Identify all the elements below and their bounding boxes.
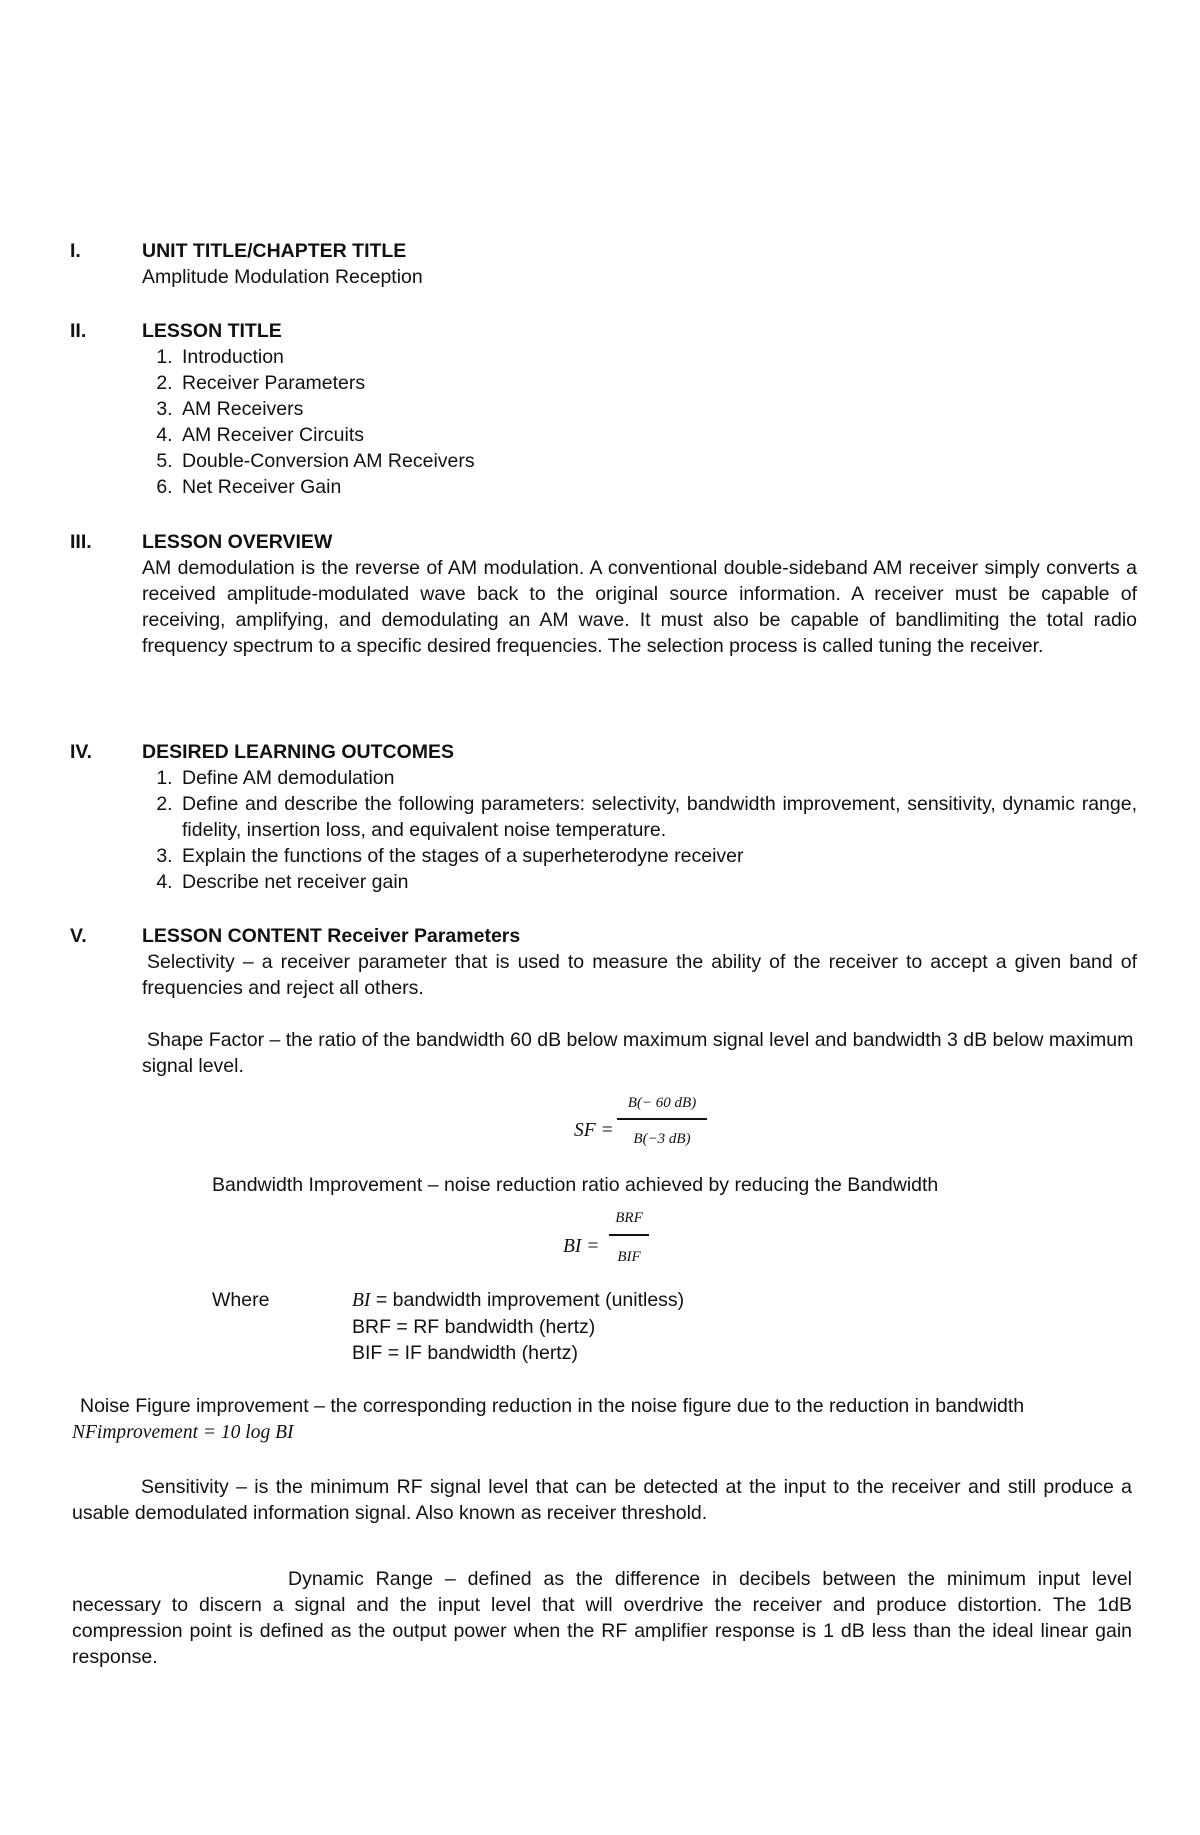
unit-title-text: Amplitude Modulation Reception [142,266,423,288]
bi-formula-lhs: BI = [563,1236,600,1257]
sf-fraction [617,1090,707,1152]
where-item: BRF = RF bandwidth (hertz) [352,1316,596,1338]
noise-figure-paragraph: Noise Figure improvement – the corresponding reduction in the noise figure due to the reduction in bandwidth [80,1395,1025,1417]
section-number: IV. [70,741,93,763]
sf-numerator: B(− 60 dB) [627,1095,697,1111]
fraction-bar [617,1118,707,1120]
section-subheading: Receiver Parameters [327,925,521,947]
section-heading: LESSON TITLE [142,320,282,342]
list-item: 4. Describe net receiver gain [178,869,1137,895]
list-item: 4. AM Receiver Circuits [178,422,1137,448]
sf-formula-lhs: SF = [574,1120,614,1141]
bi-fraction [609,1205,649,1270]
selectivity-paragraph: Selectivity – a receiver parameter that is used to measure the ability of the receiver to accept a given band of frequencies and reject all others. [142,951,1137,999]
section-number: V. [70,925,87,947]
outcomes-list [142,765,1137,895]
nf-formula: NFimprovement = 10 log BI [72,1422,294,1443]
section-number: III. [70,531,92,553]
where-definitions [352,1287,684,1366]
dynamic-range-paragraph: Dynamic Range – defined as the difference in decibels between the minimum input level necessary to discern a signal and the input level that will overdrive the receiver and produce distortion. The 1dB compression point is defined as the output power when the RF amplifier response is 1 dB less than the ideal linear gain response. [72,1568,1132,1668]
bi-denominator: BIF [617,1249,641,1265]
list-item: 2. Receiver Parameters [178,370,1137,396]
section-heading: UNIT TITLE/CHAPTER TITLE [142,240,407,262]
where-item: BI = bandwidth improvement (unitless) [352,1289,685,1311]
shape-factor-paragraph: Shape Factor – the ratio of the bandwidth 60 dB below maximum signal level and bandwidth 3 dB below maximum signal level. [142,1029,1134,1077]
list-item: 5. Double-Conversion AM Receivers [178,448,1137,474]
where-label: Where [212,1289,270,1311]
overview-paragraph: AM demodulation is the reverse of AM modulation. A conventional double-sideband AM receiver simply converts a received amplitude-modulated wave back to the original source information. A receiver must be capable of receiving, amplifying, and demodulating an AM wave. It must also be capable of bandlimiting the total radio frequency spectrum to a specific desired frequencies. The selection process is called tuning the receiver. [142,557,1137,657]
section-heading: LESSON OVERVIEW [142,531,333,553]
symbol: BRF [352,1316,391,1338]
section-heading: LESSON CONTENT [142,925,322,947]
sensitivity-paragraph: Sensitivity – is the minimum RF signal level that can be detected at the input to the receiver and still produce a usable demodulated information signal. Also known as receiver threshold. [72,1476,1132,1524]
symbol: BI [352,1290,371,1311]
list-item: 3. AM Receivers [178,396,1137,422]
section-number: I. [70,240,81,262]
bi-numerator: BRF [615,1210,643,1226]
bandwidth-improvement-paragraph: Bandwidth Improvement – noise reduction ratio achieved by reducing the Bandwidth [212,1174,939,1196]
fraction-bar [609,1234,649,1236]
list-item: 1. Define AM demodulation [178,765,1137,791]
lesson-list [142,344,1137,500]
list-item: 2. Define and describe the following parameters: selectivity, bandwidth improvement, sensitivity, dynamic range, fidelity, insertion loss, and equivalent noise temperature. [178,791,1137,843]
where-item: BIF = IF bandwidth (hertz) [352,1342,578,1364]
list-item: 3. Explain the functions of the stages of a superheterodyne receiver [178,843,1137,869]
list-item: 1. Introduction [178,344,1137,370]
list-item: 6. Net Receiver Gain [178,474,1137,500]
section-number: II. [70,320,87,342]
sf-denominator: B(−3 dB) [633,1131,691,1147]
section-heading: DESIRED LEARNING OUTCOMES [142,741,455,763]
symbol: BIF [352,1342,383,1364]
